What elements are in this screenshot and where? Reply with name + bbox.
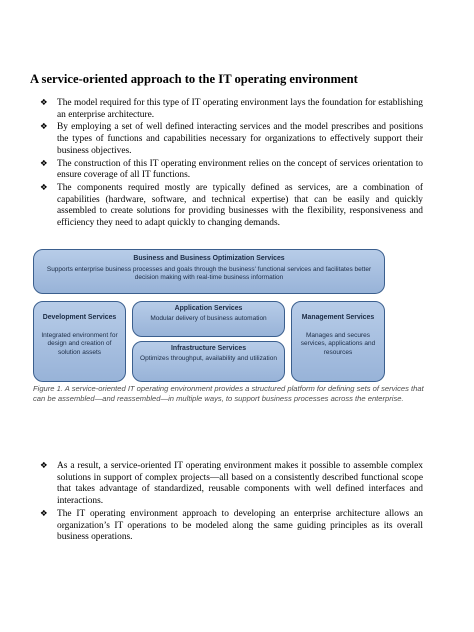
diamond-bullet-icon: ❖ bbox=[40, 508, 48, 519]
box-description: Modular delivery of business automation bbox=[150, 315, 267, 323]
box-title: Development Services bbox=[42, 314, 117, 321]
box-title: Management Services bbox=[301, 314, 375, 321]
box-description: Manages and secures services, applications and resources bbox=[300, 332, 376, 356]
box-title: Application Services bbox=[174, 305, 243, 312]
bullet-item bbox=[40, 122, 423, 157]
bullet-item bbox=[40, 98, 423, 121]
business-services-box bbox=[33, 249, 385, 294]
box-title: Business and Business Optimization Services bbox=[133, 255, 285, 262]
bullet-item bbox=[40, 509, 423, 544]
bullet-text: The construction of this IT operating environment relies on the concept of services orientation to ensure coverage of all IT functions. bbox=[57, 158, 423, 181]
development-services-box bbox=[33, 301, 126, 382]
diamond-bullet-icon: ❖ bbox=[40, 461, 48, 471]
section-heading: A service-oriented approach to the IT operating environment bbox=[30, 72, 358, 86]
bullet-item bbox=[40, 183, 423, 230]
diamond-bullet-icon: ❖ bbox=[40, 182, 48, 193]
box-description: Integrated environment for design and creation of solution assets bbox=[41, 332, 118, 356]
box-title: Infrastructure Services bbox=[170, 345, 247, 352]
box-description: Supports enterprise business processes and goals through the business' functional services and facilitates better decision making with real-time business information bbox=[46, 266, 372, 282]
figure-caption: Figure 1. A service-oriented IT operating environment provides a structured platform for defining sets of services that can be assembled—and reassembled—in multiple ways, to support business processes across the enterprise. bbox=[33, 384, 424, 403]
bullet-item bbox=[40, 159, 423, 182]
bullet-list-bottom bbox=[40, 461, 423, 545]
bullet-text: The model required for this type of IT operating environment lays the foundation for establishing an enterprise architecture. bbox=[57, 98, 423, 120]
bullet-text: The components required mostly are typically defined as services, are a combination of capabilities (hardware, software, and technical expertise) that can be easily and quickly assembled to create solutions for providing businesses with the flexibility, responsiveness and efficiency they need to adapt quickly to changing demands. bbox=[57, 182, 423, 229]
diamond-bullet-icon: ❖ bbox=[40, 158, 48, 169]
services-diagram bbox=[33, 249, 385, 382]
diamond-bullet-icon: ❖ bbox=[40, 98, 48, 108]
bullet-text: By employing a set of well defined interacting services and the model prescribes and positions the types of functions and capabilities necessary for organizations to effectively support their business objectives. bbox=[57, 122, 423, 156]
infrastructure-services-box bbox=[132, 341, 285, 382]
bullet-text: As a result, a service-oriented IT operating environment makes it possible to assemble complex solutions in support of complex projects—all based on a consistently described functional scope that takes advantage of standardized, reusable components with well defined interfaces and interactions. bbox=[57, 461, 423, 507]
bullet-list-top bbox=[40, 98, 423, 231]
bullet-text: The IT operating environment approach to developing an enterprise architecture allows an organization’s IT operations to be modeled along the same guiding principles as its overall business operations. bbox=[57, 508, 423, 543]
bullet-item bbox=[40, 461, 423, 508]
box-description: Optimizes throughput, availability and utilization bbox=[140, 355, 277, 363]
application-services-box bbox=[132, 301, 285, 337]
management-services-box bbox=[291, 301, 385, 382]
diamond-bullet-icon: ❖ bbox=[40, 122, 48, 133]
